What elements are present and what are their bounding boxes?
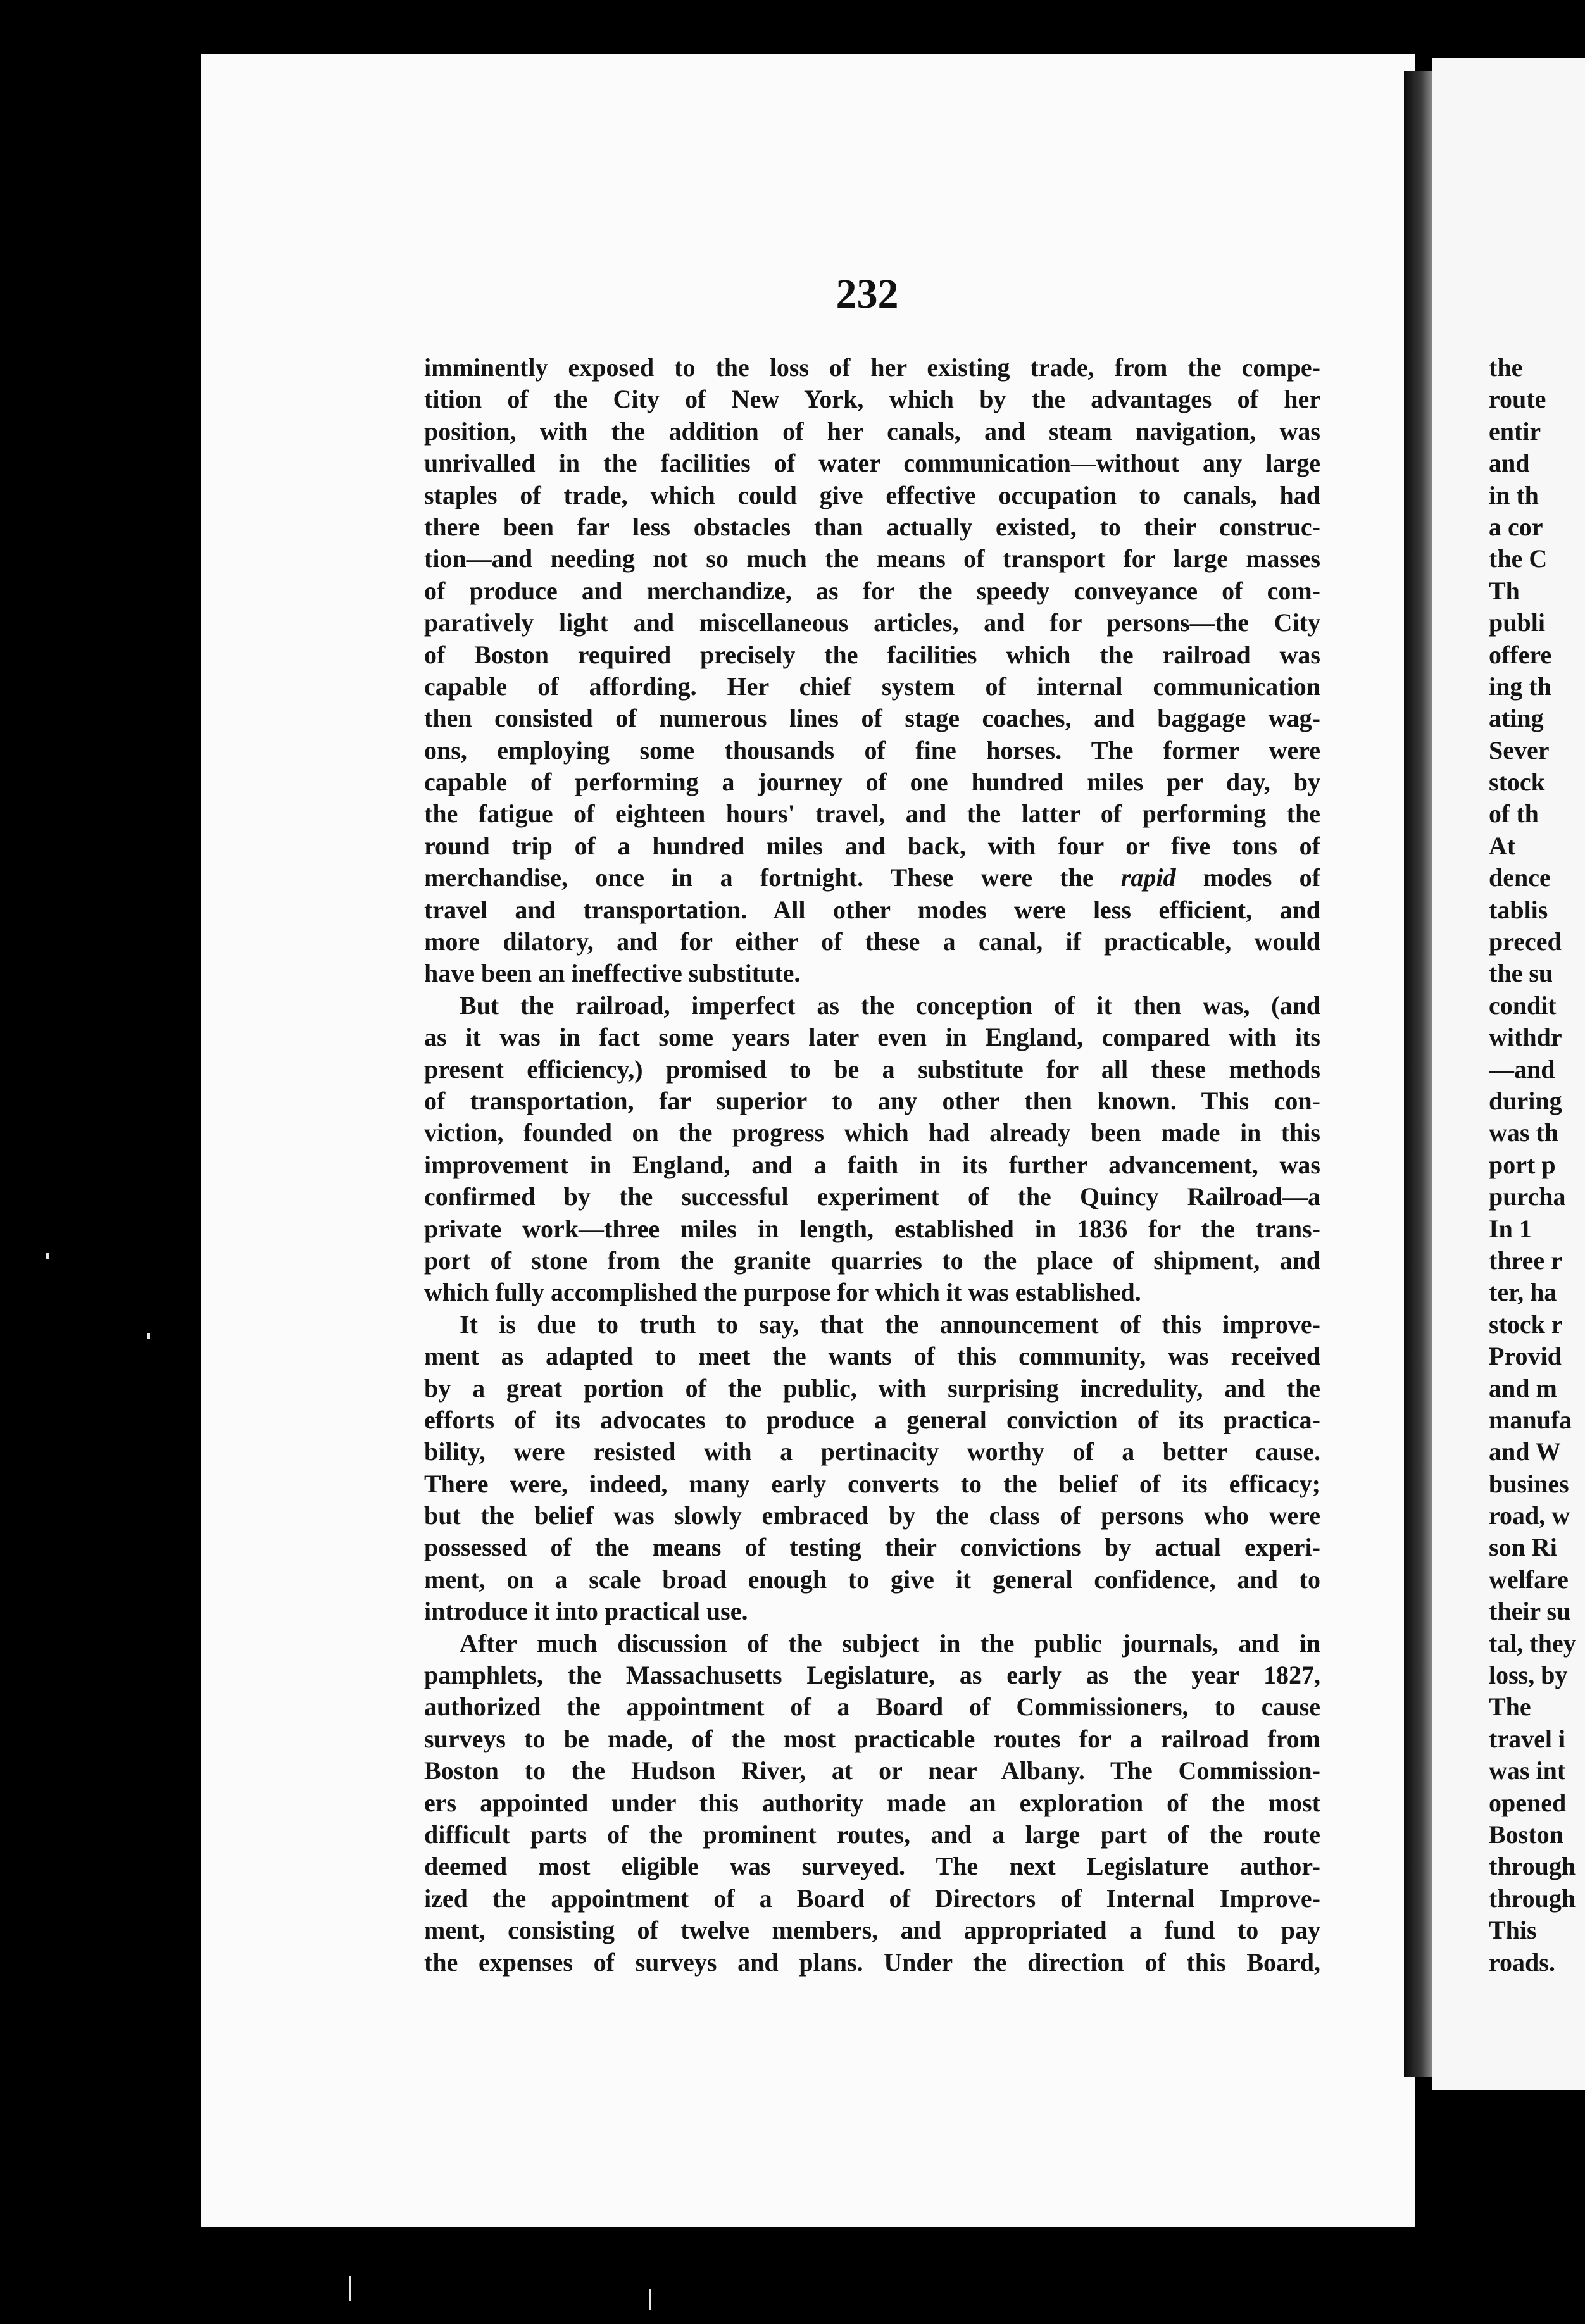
facing-text-line: the su [1489,959,1553,988]
facing-text-line: Th [1489,576,1520,605]
text-line: unrivalled in the facilities of water communication—without any large [424,449,1320,478]
facing-text-line: son Ri [1489,1533,1557,1562]
text-line: present efficiency,) promised to be a substitute for all these methods [424,1054,1320,1084]
scan-speck [46,1253,49,1259]
text-line: possessed of the means of testing their convictions by actual experi- [424,1533,1320,1562]
facing-text-line: route [1489,385,1546,414]
text-line: ment, on a scale broad enough to give it general confidence, and to [424,1565,1320,1594]
facing-text-line: port p [1489,1150,1556,1179]
emphasis: rapid [1120,863,1176,892]
text-line: efforts of its advocates to produce a general conviction of its practica- [424,1405,1320,1434]
facing-text-line: the C [1489,544,1548,573]
scan-speck [649,2289,651,2310]
facing-text-line: ing th [1489,672,1551,701]
text-line: the expenses of surveys and plans. Under the direction of this Board, [424,1947,1320,1977]
text-line: bility, were resisted with a pertinacity worthy of a better cause. [424,1437,1320,1466]
facing-text-line: and m [1489,1373,1557,1403]
facing-text-line: purcha [1489,1182,1566,1211]
text-line: surveys to be made, of the most practicable routes for a railroad from [424,1724,1320,1753]
text-line: of produce and merchandize, as for the speedy conveyance of com- [424,576,1320,605]
facing-text-line: their su [1489,1597,1571,1626]
text-line: tion—and needing not so much the means of transport for large masses [424,544,1320,573]
facing-text-line: tablis [1489,895,1548,924]
text-line: have been an ineffective substitute. [424,959,801,988]
text-line: capable of affording. Her chief system of internal communication [424,672,1320,701]
text-line: After much discussion of the subject in the public journals, and in [460,1628,1320,1658]
text-line: Boston to the Hudson River, at or near Albany. The Commission- [424,1756,1320,1785]
text-line: difficult parts of the prominent routes, and a large part of the route [424,1820,1320,1849]
text-line: port of stone from the granite quarries to the place of shipment, and [424,1246,1320,1275]
facing-text-line: was th [1489,1118,1559,1147]
facing-text-line: opened [1489,1788,1567,1817]
text-line: pamphlets, the Massachusetts Legislature, as early as the year 1827, [424,1661,1320,1690]
facing-text-line: was int [1489,1756,1566,1785]
scan-speck [147,1333,150,1339]
scan-speck [349,2276,351,2301]
facing-text-line: roads. [1489,1947,1555,1977]
facing-text-line: condit [1489,990,1557,1020]
facing-text-line: a cor [1489,512,1543,541]
text-line: But the railroad, imperfect as the conception of it then was, (and [460,990,1320,1020]
facing-text-line: tal, they [1489,1628,1576,1658]
facing-text-line: publi [1489,608,1545,637]
text-line: ers appointed under this authority made an exploration of the most [424,1788,1320,1817]
facing-text-line: In 1 [1489,1214,1532,1243]
facing-text-line: dence [1489,863,1551,892]
facing-text-line: withdr [1489,1023,1562,1052]
text-line: private work—three miles in length, established in 1836 for the trans- [424,1214,1320,1243]
facing-text-line: manufa [1489,1405,1572,1434]
facing-text-line: loss, by [1489,1661,1568,1690]
text-line: round trip of a hundred miles and back, with four or five tons of [424,831,1320,860]
text-line: confirmed by the successful experiment of the Quincy Railroad—a [424,1182,1320,1211]
text-line: authorized the appointment of a Board of Commissioners, to cause [424,1692,1320,1721]
text-line: then consisted of numerous lines of stage coaches, and baggage wag- [424,704,1320,733]
facing-page-text [1489,352,1585,1978]
facing-text-line: At [1489,831,1516,860]
facing-text-line: three r [1489,1246,1562,1275]
text-line: staples of trade, which could give effective occupation to canals, had [424,480,1320,509]
text-line: tition of the City of New York, which by the advantages of her [424,385,1320,414]
facing-text-line: in th [1489,480,1539,509]
facing-text-line: The [1489,1692,1531,1721]
facing-text-line: —and [1489,1054,1555,1084]
body-text [424,352,1320,1978]
text-line: ized the appointment of a Board of Directors of Internal Improve- [424,1884,1320,1913]
facing-text-line: and W [1489,1437,1561,1466]
text-line: there been far less obstacles than actually existed, to their construc- [424,512,1320,541]
facing-text-line: travel i [1489,1724,1566,1753]
facing-text-line: the [1489,353,1523,382]
text-line: introduce it into practical use. [424,1597,748,1626]
text-line: ons, employing some thousands of fine horses. The former were [424,735,1320,765]
facing-text-line: ter, ha [1489,1278,1557,1307]
text-line: imminently exposed to the loss of her existing trade, from the compe- [424,353,1320,382]
text-line: of transportation, far superior to any other then known. This con- [424,1086,1320,1115]
text-line: It is due to truth to say, that the announcement of this improve- [460,1309,1320,1339]
facing-text-line: Provid [1489,1342,1562,1371]
text-line: the fatigue of eighteen hours' travel, and the latter of performing the [424,799,1320,828]
text-line: which fully accomplished the purpose for which it was established. [424,1278,1141,1307]
facing-text-line: during [1489,1086,1562,1115]
facing-text-line: Sever [1489,735,1550,765]
text-line: but the belief was slowly embraced by the class of persons who were [424,1501,1320,1530]
facing-text-line: offere [1489,640,1552,669]
facing-text-line: road, w [1489,1501,1570,1530]
facing-text-line: busines [1489,1469,1569,1498]
text-line: ment, consisting of twelve members, and appropriated a fund to pay [424,1916,1320,1945]
facing-text-line: stock r [1489,1309,1563,1339]
text-line: position, with the addition of her canals, and steam navigation, was [424,416,1320,446]
text-line: more dilatory, and for either of these a canal, if practicable, would [424,927,1320,956]
facing-text-line: and [1489,449,1530,478]
text-line: improvement in England, and a faith in its further advancement, was [424,1150,1320,1179]
text-line: travel and transportation. All other modes were less efficient, and [424,895,1320,924]
facing-text-line: welfare [1489,1565,1569,1594]
facing-text-line: through [1489,1884,1576,1913]
text-line: of Boston required precisely the facilities which the railroad was [424,640,1320,669]
text-line: There were, indeed, many early converts to the belief of its efficacy; [424,1469,1320,1498]
facing-text-line: of th [1489,799,1539,828]
facing-text-line: stock [1489,768,1545,797]
text-line: as it was in fact some years later even in England, compared with its [424,1023,1320,1052]
facing-text-line: entir [1489,416,1541,446]
text-line: capable of performing a journey of one hundred miles per day, by [424,768,1320,797]
text-line: paratively light and miscellaneous articles, and for persons—the City [424,608,1320,637]
text-line: ment as adapted to meet the wants of this community, was received [424,1342,1320,1371]
text-line: by a great portion of the public, with surprising incredulity, and the [424,1373,1320,1403]
facing-text-line: This [1489,1916,1537,1945]
text-line: deemed most eligible was surveyed. The next Legislature author- [424,1852,1320,1881]
facing-text-line: preced [1489,927,1562,956]
text-line: merchandise, once in a fortnight. These were the rapid modes of [424,863,1320,892]
text-line: viction, founded on the progress which had already been made in this [424,1118,1320,1147]
facing-text-line: ating [1489,704,1544,733]
facing-text-line: through [1489,1852,1576,1881]
facing-text-line: Boston [1489,1820,1563,1849]
page-number: 232 [836,271,899,317]
